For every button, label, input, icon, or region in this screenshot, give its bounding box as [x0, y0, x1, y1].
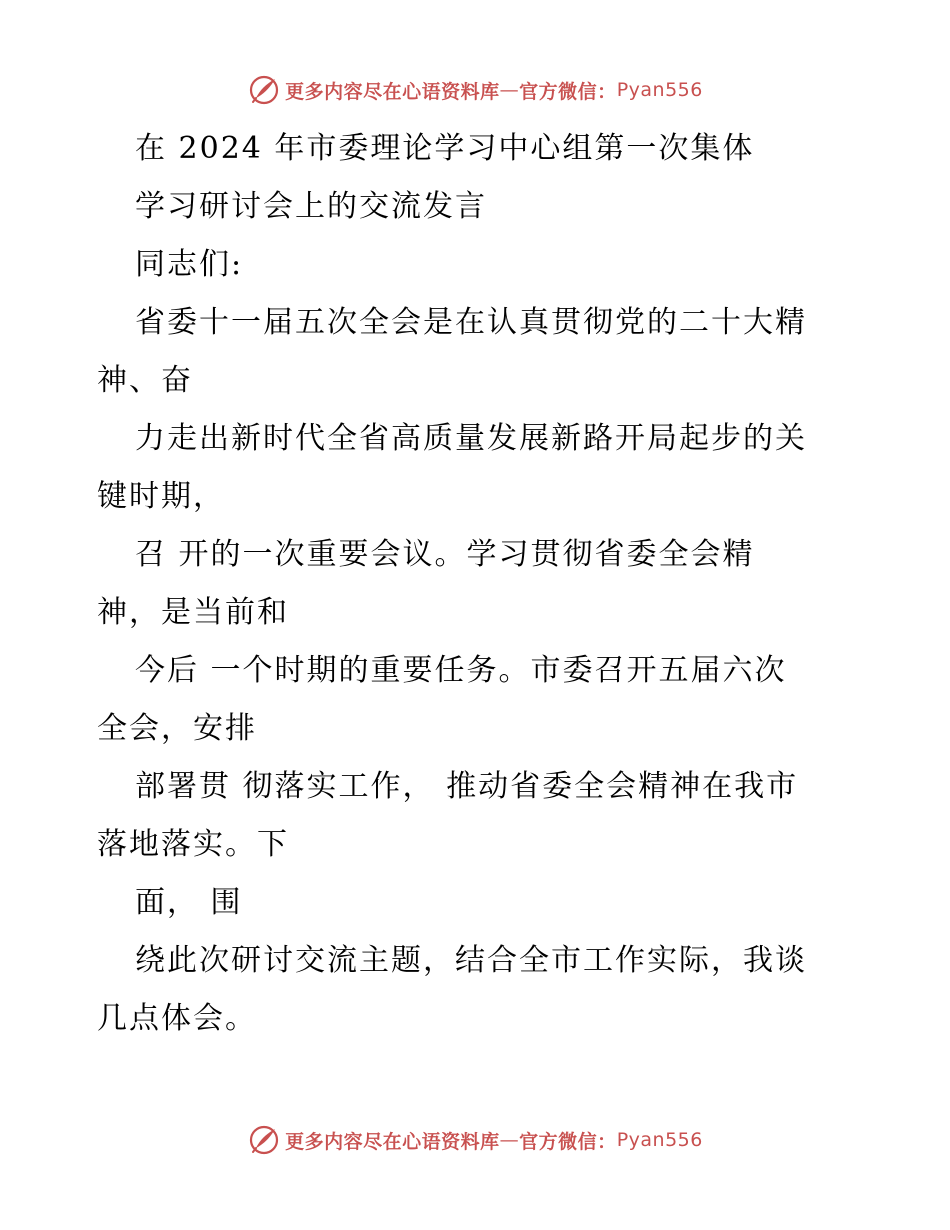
- document-line: 部署贯 彻落实工作， 推动省委全会精神在我市: [135, 769, 799, 804]
- watermark-contact-label: 官方微信：: [519, 1130, 617, 1153]
- document-line: 学习研讨会上的交流发言: [135, 189, 487, 224]
- document-line: 今后 一个时期的重要任务。市委召开五届六次: [135, 653, 787, 688]
- document-line: 神，是当前和: [97, 595, 289, 630]
- watermark-contact-label: 官方微信：: [519, 80, 617, 103]
- footer-watermark: [0, 1120, 950, 1160]
- document-line: 在 2024 年市委理论学习中心组第一次集体: [135, 131, 755, 166]
- document-line: 几点体会。: [97, 1001, 257, 1036]
- watermark-separator: —: [499, 1129, 520, 1151]
- feather-pen-logo-icon: [247, 1123, 281, 1157]
- document-line: 省委十一届五次全会是在认真贯彻党的二十大精: [135, 305, 807, 340]
- document-line: 落地落实。下: [97, 827, 289, 862]
- watermark-separator: —: [499, 79, 520, 101]
- watermark-contact-id: Pyan556: [616, 1129, 703, 1151]
- watermark-brand-text: 更多内容尽在心语资料库: [285, 80, 500, 103]
- document-body: [97, 120, 877, 1048]
- document-line: 同志们:: [135, 247, 244, 282]
- document-line: 神、奋: [97, 363, 193, 398]
- watermark-contact-id: Pyan556: [616, 79, 703, 101]
- document-line: 召 开的一次重要会议。学习贯彻省委全会精: [135, 537, 755, 572]
- watermark-brand-text: 更多内容尽在心语资料库: [285, 1130, 500, 1153]
- document-line: 全会，安排: [97, 711, 257, 746]
- header-watermark: [0, 70, 950, 110]
- document-line: 绕此次研讨交流主题，结合全市工作实际，我谈: [135, 943, 807, 978]
- document-line: 键时期，: [97, 479, 225, 514]
- document-line: 力走出新时代全省高质量发展新路开局起步的关: [135, 421, 807, 456]
- document-line: 面， 围: [135, 885, 243, 920]
- feather-pen-logo-icon: [247, 73, 281, 107]
